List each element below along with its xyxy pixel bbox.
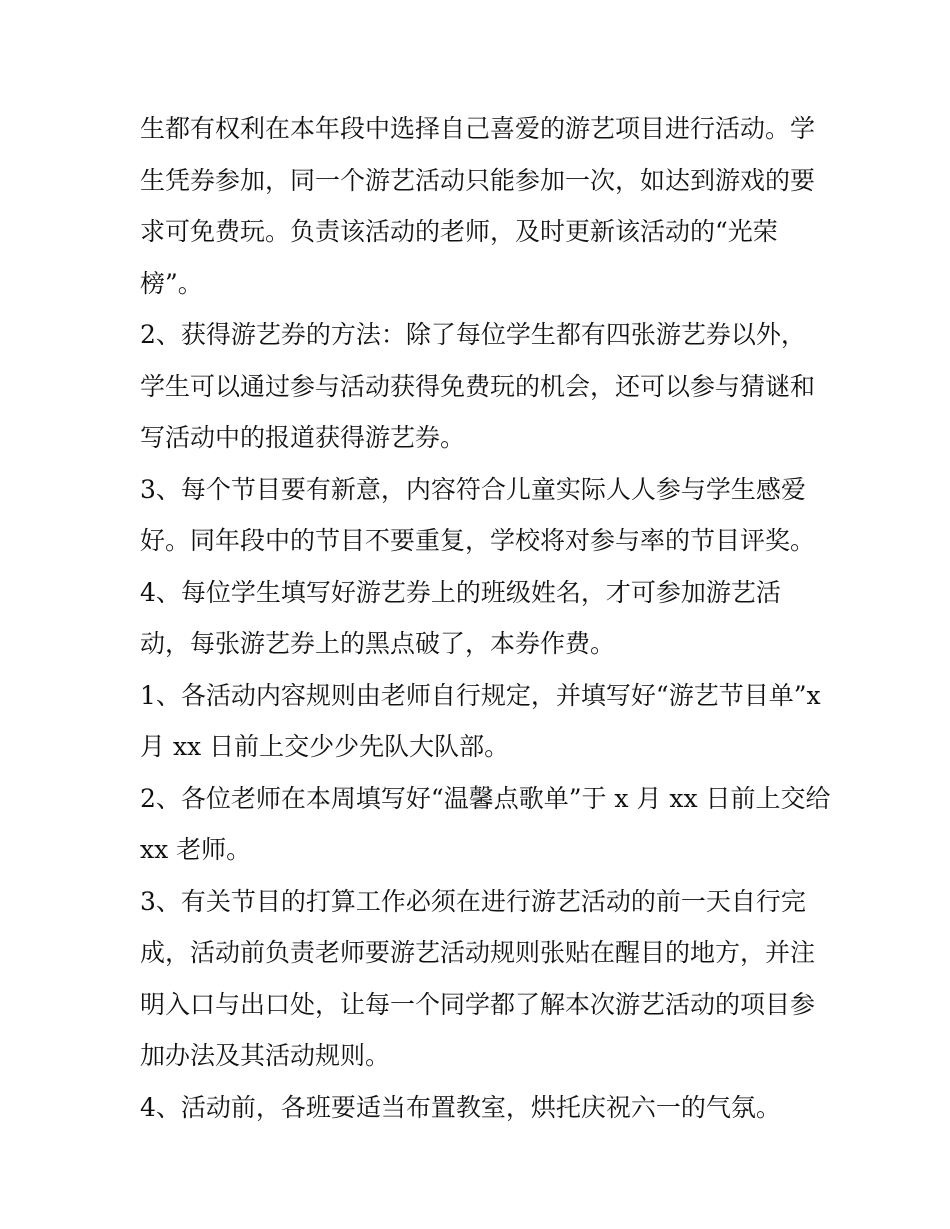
text-line: 学生可以通过参与活动获得免费玩的机会，还可以参与猜谜和 — [140, 371, 816, 401]
text-line: 3、有关节目的打算工作必须在进行游艺活动的前一天自行完 — [140, 886, 806, 916]
text-line: 好。同年段中的节目不要重复，学校将对参与率的节目评奖。 — [140, 526, 816, 555]
text-line: 明入口与出口处，让每一个同学都了解本次游艺活动的项目参 — [140, 989, 816, 1019]
text-line: 2、获得游艺券的方法：除了每位学生都有四张游艺券以外， — [140, 320, 806, 349]
paragraph-req-1-rules — [140, 670, 820, 773]
paragraph-req-3-preparation — [140, 876, 820, 1082]
text-line: 4、活动前，各班要适当布置教室，烘托庆祝六一的气氛。 — [140, 1092, 781, 1122]
paragraph-item-3-programs — [140, 464, 820, 567]
paragraph-req-4-decoration — [140, 1082, 820, 1134]
document-body — [140, 103, 831, 1133]
paragraph-item-2-tickets — [140, 309, 820, 464]
text-line: 4、每位学生填写好游艺券上的班级姓名，才可参加游艺活 — [140, 577, 781, 607]
text-line: 生都有权利在本年段中选择自己喜爱的游艺项目进行活动。学 — [140, 114, 816, 143]
text-line: 1、各活动内容规则由老师自行规定，并填写好“游艺节目单”x — [140, 680, 821, 710]
text-line: 2、各位老师在本周填写好“温馨点歌单”于 x 月 xx 日前上交给 — [140, 783, 831, 813]
text-line: 求可免费玩。负责该活动的老师，及时更新该活动的“光荣 — [140, 217, 778, 246]
text-line: 动，每张游艺券上的黑点破了，本券作费。 — [140, 629, 616, 658]
text-line: 3、每个节目要有新意，内容符合儿童实际人人参与学生感爱 — [140, 474, 806, 504]
paragraph-activity-rules — [140, 103, 820, 309]
text-line: 榜”。 — [140, 268, 203, 298]
paragraph-item-4-names — [140, 567, 820, 670]
text-line: 加办法及其活动规则。 — [140, 1041, 391, 1070]
text-line: 生凭券参加，同一个游艺活动只能参加一次，如达到游戏的要 — [140, 165, 816, 195]
text-line: 月 xx 日前上交少少先队大队部。 — [140, 732, 510, 761]
paragraph-req-2-song-list — [140, 773, 831, 876]
text-line: 成，活动前负责老师要游艺活动规则张贴在醒目的地方，并注 — [140, 938, 816, 967]
text-line: 写活动中的报道获得游艺券。 — [140, 423, 466, 452]
text-line: xx 老师。 — [140, 835, 252, 864]
